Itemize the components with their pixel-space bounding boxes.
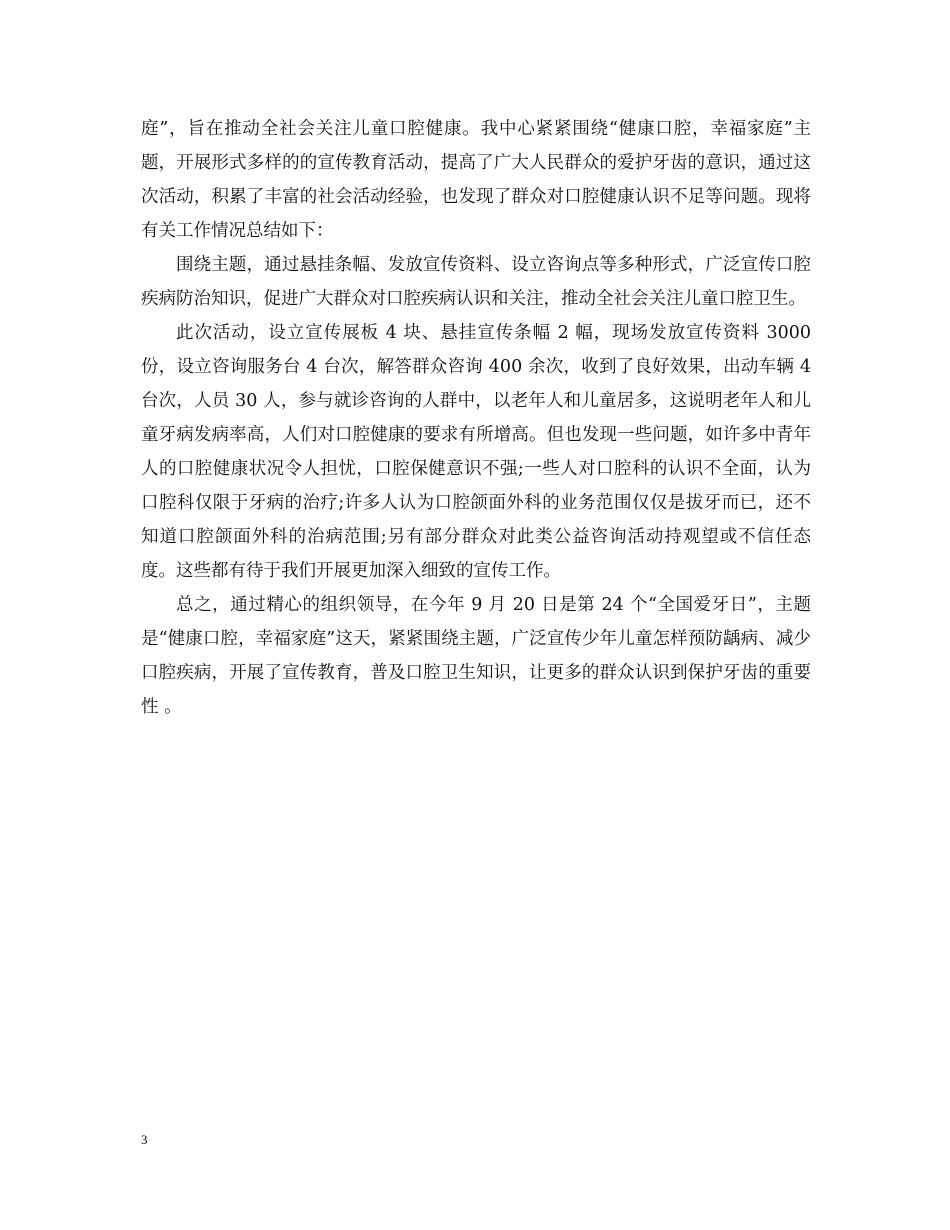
paragraph-theme: 围绕主题，通过悬挂条幅、发放宣传资料、设立咨询点等多种形式，广泛宣传口腔疾病防治知识，促进广大群众对口腔疾病认识和关注，推动全社会关注儿童口腔卫生。 (141, 255, 811, 309)
paragraph-summary: 总之，通过精心的组织领导，在今年 9 月 20 日是第 24 个“全国爱牙日”，主题是“健康口腔，幸福家庭”这天，紧紧围绕主题，广泛宣传少年儿童怎样预防龋病、减少口腔疾病，开展了宣传教育，普及口腔卫生知识，让更多的群众认识到保护牙齿的重要性 。 (141, 595, 811, 717)
paragraph-continuation: 庭”，旨在推动全社会关注儿童口腔健康。我中心紧紧围绕“健康口腔，幸福家庭”主题，开展形式多样的的宣传教育活动，提高了广大人民群众的爱护牙齿的意识，通过这次活动，积累了丰富的社会活动经验，也发现了群众对口腔健康认识不足等问题。现将有关工作情况总结如下： (141, 119, 811, 241)
page-number: 3 (141, 1132, 148, 1147)
document-body (141, 112, 811, 724)
paragraph-activity: 此次活动，设立宣传展板 4 块、悬挂宣传条幅 2 幅，现场发放宣传资料 3000 份，设立咨询服务台 4 台次，解答群众咨询 400 余次，收到了良好效果，出动车辆 4 台次，人员 30 人，参与就诊咨询的人群中，以老年人和儿童居多，这说明老年人和儿童牙病发病率高，人们对口腔健康的要求有所增高。但也发现一些问题，如许多中青年人的口腔健康状况令人担忧，口腔保健意识不强;一些人对口腔科的认识不全面，认为口腔科仅限于牙病的治疗;许多人认为口腔颌面外科的业务范围仅仅是拔牙而已，还不知道口腔颌面外科的治病范围;另有部分群众对此类公益咨询活动持观望或不信任态度。这些都有待于我们开展更加深入细致的宣传工作。 (141, 323, 811, 581)
